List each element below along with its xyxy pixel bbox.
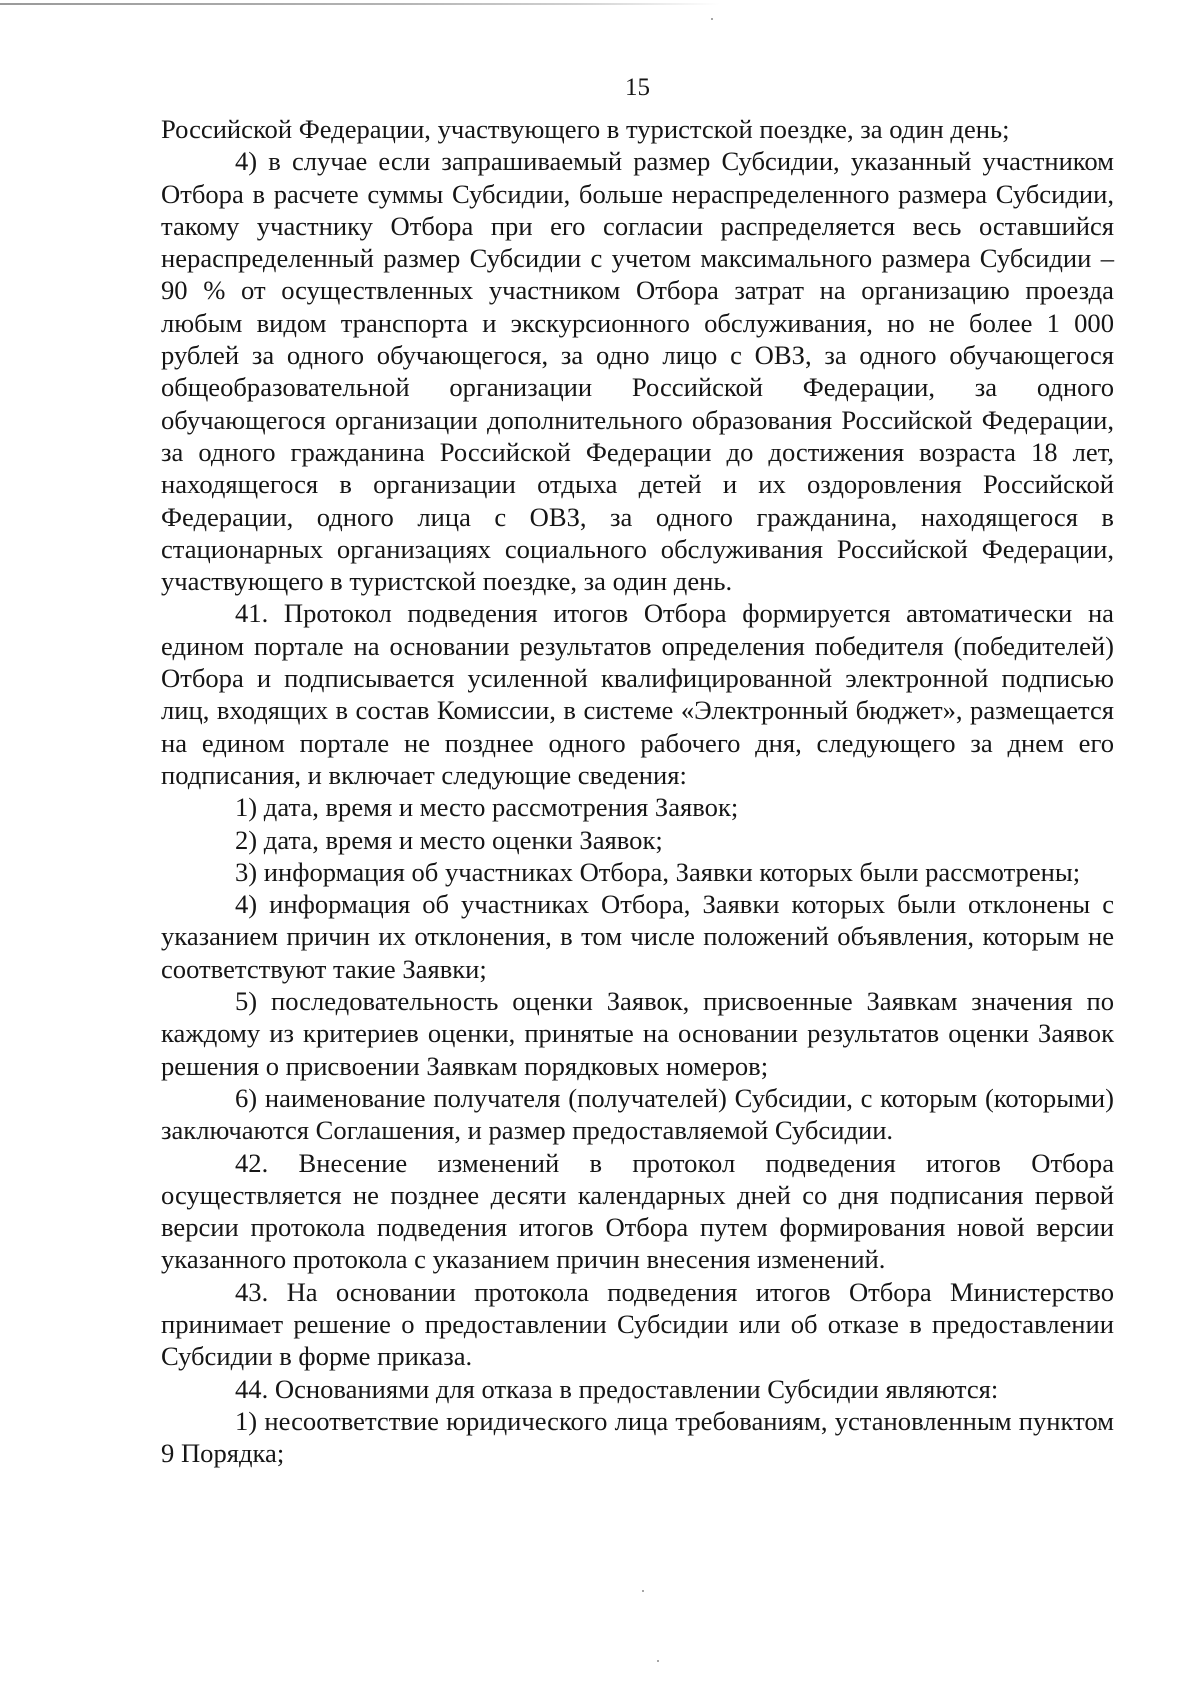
paragraph-list-item-1: 1) дата, время и место рассмотрения Заявок; [235, 792, 739, 823]
paragraph-list-item-6: 6) наименование получателя (получателей) Субсидии, с которым (которыми) заключаются Соглашения, и размер предоставляемой Субсидии. [161, 1082, 1114, 1146]
scan-speck [711, 18, 713, 20]
scan-speck [642, 1590, 644, 1592]
paragraph-item-4: 4) в случае если запрашиваемый размер Субсидии, указанный участником Отбора в расчете суммы Субсидии, больше нераспределенного размера Субсидии, такому участнику Отбора при его согласии распределяется весь оставшийся нераспределенный размер Субсидии с учетом максимального размера Субсидии – 90 % от осуществленных участником Отбора затрат на организацию проезда любым видом транспорта и экскурсионного обслуживания, но не более 1 000 рублей за одного обучающегося, за одно лицо с ОВЗ, за одного обучающегося общеобразовательной организации Российской Федерации, за одного обучающегося организации дополнительного образования Российской Федерации, за одного гражданина Российской Федерации до достижения возраста 18 лет, находящегося в организации отдыха детей и их оздоровления Российской Федерации, одного лица с ОВЗ, за одного гражданина, находящегося в стационарных организациях социального обслуживания Российской Федерации, участвующего в туристской поездке, за один день. [161, 146, 1114, 597]
paragraph-clause-44-item-1: 1) несоответствие юридического лица требованиям, установленным пунктом 9 Порядка; [161, 1405, 1114, 1469]
scan-speck [657, 1660, 659, 1662]
paragraph-list-item-3: 3) информация об участниках Отбора, Заявки которых были рассмотрены; [235, 856, 1081, 887]
document-body [161, 113, 1114, 1469]
paragraph-continuation: Российской Федерации, участвующего в туристской поездке, за один день; [161, 114, 1010, 144]
scan-edge-line [0, 3, 720, 5]
paragraph-list-item-4: 4) информация об участниках Отбора, Заявки которых были отклонены с указанием причин их отклонения, в том числе положений объявления, которым не соответствуют такие Заявки; [161, 889, 1114, 984]
paragraph-list-item-2: 2) дата, время и место оценки Заявок; [235, 824, 663, 855]
paragraph-clause-44: 44. Основаниями для отказа в предоставлении Субсидии являются: [235, 1373, 999, 1404]
paragraph-clause-41: 41. Протокол подведения итогов Отбора формируется автоматически на едином портале на основании результатов определения победителя (победителей) Отбора и подписывается усиленной квалифицированной электронной подписью лиц, входящих в состав Комиссии, в системе «Электронный бюджет», размещается на едином портале не позднее одного рабочего дня, следующего за днем его подписания, и включает следующие сведения: [161, 598, 1114, 790]
page-number: 15 [625, 74, 650, 101]
paragraph-clause-42: 42. Внесение изменений в протокол подведения итогов Отбора осуществляется не позднее десяти календарных дней со дня подписания первой версии протокола подведения итогов Отбора путем формирования новой версии указанного протокола с указанием причин внесения изменений. [161, 1147, 1114, 1275]
paragraph-list-item-5: 5) последовательность оценки Заявок, присвоенные Заявкам значения по каждому из критериев оценки, принятые на основании результатов оценки Заявок решения о присвоении Заявкам порядковых номеров; [161, 986, 1114, 1081]
paragraph-clause-43: 43. На основании протокола подведения итогов Отбора Министерство принимает решение о предоставлении Субсидии или об отказе в предоставлении Субсидии в форме приказа. [161, 1276, 1114, 1372]
